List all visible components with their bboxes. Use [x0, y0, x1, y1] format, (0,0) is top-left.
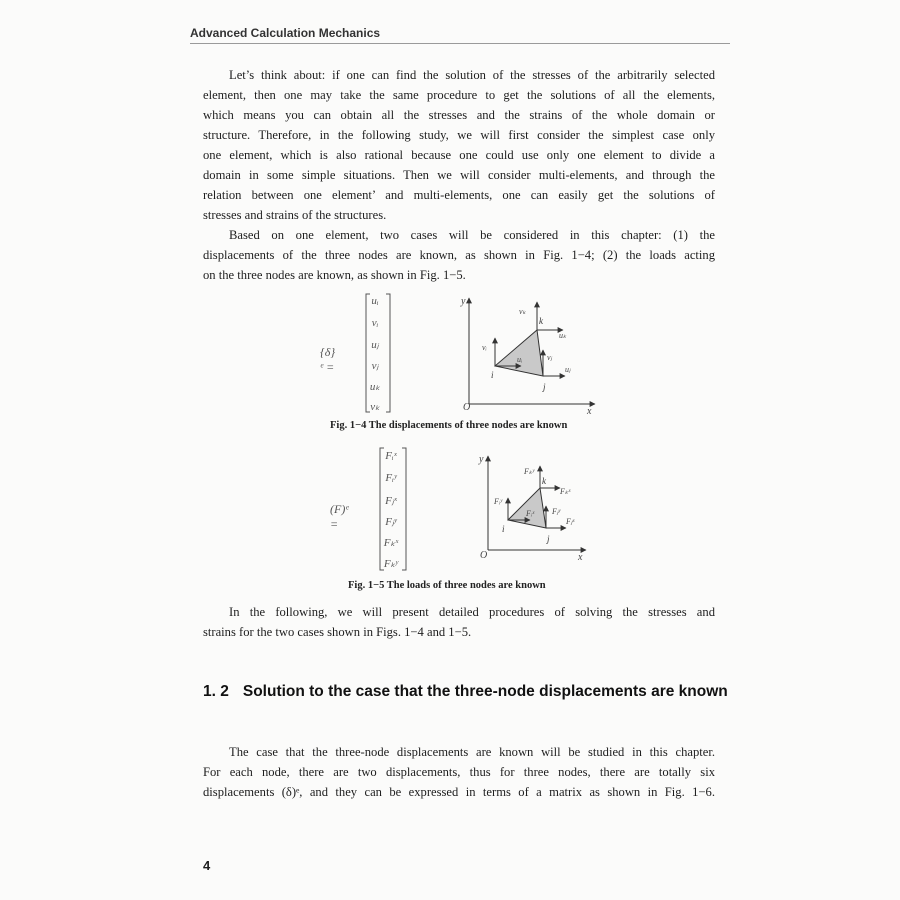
matrix-entry: Fⱼʸ [385, 516, 397, 528]
text-line: structure. Therefore, in the following study, we will first consider the simplest case only [203, 128, 715, 142]
node-i-label: i [491, 370, 494, 380]
arrow-label: uₖ [559, 331, 567, 340]
arrow-label: Fⱼʸ [552, 507, 561, 516]
text-line: Based on one element, two cases will be considered in this chapter: (1) the [229, 228, 715, 242]
matrix-entry: uᵢ [371, 295, 379, 307]
text-line: In the following, we will present detailed procedures of solving the stresses and [229, 605, 715, 619]
node-j-label: j [547, 534, 550, 544]
node-j-label: j [543, 382, 546, 392]
page-number: 4 [203, 858, 211, 873]
arrow-label: Fₖʸ [524, 467, 535, 476]
section-title: Solution to the case that the three-node displacements are known [242, 683, 728, 700]
matrix-label: {δ}ᵉ = [320, 345, 336, 374]
text-line: The case that the three-node displacements are known will be studied in this chapter. [229, 745, 715, 759]
text-line: relation between one element’ and multi-elements, one can easily get the solutions of [203, 188, 715, 202]
x-axis-label: x [578, 552, 583, 563]
arrow-label: Fⱼˣ [566, 517, 575, 526]
text-line: element, then one may take the same procedure to get the solutions of all the elements, [203, 88, 715, 102]
matrix-entry: vₖ [370, 401, 380, 413]
triangle-element [508, 488, 546, 528]
text-line: domain in some simple situations. Then we will consider multi-elements, and through the [203, 168, 715, 182]
paragraph-three-node [203, 742, 715, 802]
matrix-entry: uⱼ [371, 339, 379, 351]
text-line: strains for the two cases shown in Figs. 1−4 and 1−5. [203, 625, 472, 639]
matrix-entry: uₖ [369, 381, 381, 393]
section-heading [203, 683, 728, 701]
figure-caption: Fig. 1−4 The displacements of three nodes are known [330, 420, 568, 431]
y-axis-label: y [461, 296, 466, 307]
node-i-label: i [502, 524, 505, 534]
element-diagram [455, 292, 605, 417]
matrix-entry: vᵢ [371, 317, 379, 329]
matrix-entry: Fᵢˣ [385, 450, 397, 462]
matrix-label: (F)ᵉ = [330, 502, 349, 531]
matrix-entry: Fₖʸ [383, 558, 399, 570]
text-line: one element, which is also rational because one could use only one element to divide a [203, 148, 715, 162]
y-axis-label: y [479, 454, 484, 465]
paragraph-cases [203, 225, 715, 285]
x-axis-label: x [587, 406, 592, 417]
arrow-label: vⱼ [547, 353, 552, 362]
text-line: For each node, there are two displacements, thus for three nodes, there are totally six [203, 765, 715, 779]
matrix-entry: Fₖˣ [383, 537, 399, 549]
node-k-label: k [542, 476, 546, 486]
running-head: Advanced Calculation Mechanics [190, 26, 381, 40]
matrix-entry: vⱼ [371, 360, 379, 372]
text-line: Let’s think about: if one can find the solution of the stresses of the arbitrarily selected [229, 68, 715, 82]
arrow-label: Fₖˣ [560, 487, 571, 496]
origin-label: O [463, 402, 471, 413]
arrow-label: Fᵢʸ [494, 497, 503, 506]
figure-caption: Fig. 1−5 The loads of three nodes are known [348, 580, 546, 591]
arrow-label: uⱼ [565, 365, 571, 374]
arrow-label: uᵢ [517, 355, 523, 364]
text-line: displacements (δ)ᵉ, and they can be expressed in terms of a matrix as shown in Fig. 1−6. [203, 785, 715, 799]
element-diagram [474, 452, 594, 564]
text-line: on the three nodes are known, as shown in Fig. 1−5. [203, 268, 466, 282]
arrow-label: vₖ [519, 307, 526, 316]
arrow-label: vᵢ [482, 343, 487, 352]
section-number: 1. 2 [203, 683, 229, 700]
paragraph-following [203, 602, 715, 642]
origin-label: O [480, 550, 488, 561]
matrix-entry: Fᵢʸ [385, 472, 397, 484]
arrow-label: Fᵢˣ [526, 509, 535, 518]
header-rule [190, 43, 730, 44]
matrix-brackets [374, 446, 414, 572]
text-line: stresses and strains of the structures. [203, 208, 387, 222]
triangle-element [495, 330, 543, 376]
matrix-brackets [360, 292, 400, 414]
node-k-label: k [539, 316, 543, 326]
paragraph-intro [203, 65, 715, 225]
text-line: which means you can obtain all the stresses and the strains of the whole domain or [203, 108, 715, 122]
text-line: displacements of the three nodes are known, as shown in Fig. 1−4; (2) the loads acting [203, 248, 715, 262]
matrix-entry: Fⱼˣ [385, 495, 397, 507]
